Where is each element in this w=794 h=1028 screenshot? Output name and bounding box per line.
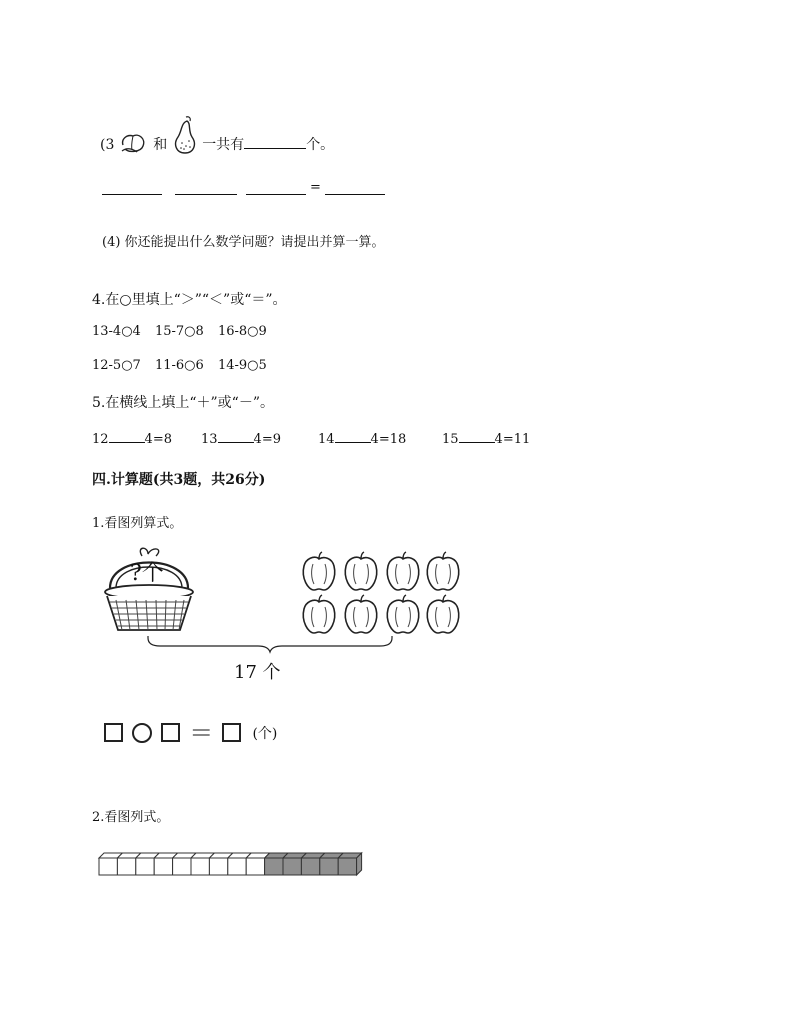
q2-title: 2.看图列式。 (92, 810, 170, 825)
q3-prefix: (3 (100, 137, 115, 153)
apple-icon (345, 552, 376, 590)
sign-item (318, 428, 406, 447)
equation-blank-1[interactable] (102, 194, 162, 195)
sign-blank[interactable] (218, 428, 254, 443)
compare-row-1 (92, 324, 267, 339)
sign-right: 4=9 (253, 432, 281, 447)
q1-title: 1.看图列算式。 (92, 516, 183, 531)
block-bar (96, 848, 368, 886)
compare-item: 13-4○4 (92, 324, 141, 339)
white-block (209, 858, 227, 875)
section-heading: 四.计算题(共3题，共26分) (92, 472, 266, 488)
sign-item (442, 428, 530, 447)
sign-right: 4=18 (370, 432, 407, 447)
white-block (154, 858, 172, 875)
apple-grid (300, 550, 464, 642)
white-block (173, 858, 191, 875)
sign-left: 15 (442, 432, 459, 447)
compare-item: 14-9○5 (217, 358, 267, 373)
total-text: 一共有 (202, 137, 245, 153)
answer-box[interactable] (104, 723, 123, 742)
white-block (99, 858, 117, 875)
equals-sign: ＝ (189, 718, 214, 747)
pear-icon (172, 115, 198, 159)
equation-blank-2[interactable] (175, 194, 237, 195)
peach-icon (119, 131, 149, 159)
compare-title: 4.在○里填上“＞”“＜”或“＝”。 (92, 292, 287, 308)
white-block (191, 858, 209, 875)
unit-text: 个。 (306, 137, 335, 153)
sign-left: 14 (318, 432, 335, 447)
and-label: 和 (153, 137, 168, 153)
apple-icon (303, 552, 334, 590)
white-block (136, 858, 154, 875)
answer-unit: (个) (252, 725, 278, 742)
answer-box[interactable] (222, 723, 241, 742)
total-label: 17 个 (234, 662, 281, 683)
white-block (246, 858, 264, 875)
q3-line (100, 123, 334, 167)
answer-blank[interactable] (244, 134, 306, 149)
sign-left: 12 (92, 432, 109, 447)
basket-label: ?个 (130, 561, 164, 586)
white-block (117, 858, 135, 875)
answer-box[interactable] (161, 723, 180, 742)
apple-icon (427, 595, 458, 633)
total-brace (146, 634, 396, 658)
compare-item: 12-5○7 (92, 358, 141, 373)
compare-item: 16-8○9 (217, 324, 267, 339)
gray-block (338, 858, 356, 875)
sign-right: 4=8 (144, 432, 172, 447)
apple-icon (427, 552, 458, 590)
sign-title: 5.在横线上填上“＋”或“－”。 (92, 395, 274, 411)
answer-boxes (104, 718, 278, 747)
gray-block (301, 858, 319, 875)
sign-right: 4=11 (494, 432, 531, 447)
white-block (228, 858, 246, 875)
sign-blank[interactable] (109, 428, 145, 443)
gray-block (283, 858, 301, 875)
sign-left: 13 (201, 432, 218, 447)
sign-item (201, 428, 281, 447)
compare-item: 15-7○8 (154, 324, 204, 339)
q4-question: (4) 你还能提出什么数学问题？请提出并算一算。 (102, 235, 385, 250)
apple-icon (387, 595, 418, 633)
equation-blank-3[interactable] (246, 194, 306, 195)
apple-icon (303, 595, 334, 633)
sign-blank[interactable] (459, 428, 495, 443)
apple-icon (387, 552, 418, 590)
sign-blank[interactable] (335, 428, 371, 443)
gray-block (265, 858, 283, 875)
equation-result-blank[interactable] (325, 194, 385, 195)
equation-equals: = (310, 180, 321, 195)
compare-item: 11-6○6 (154, 358, 204, 373)
gray-block (320, 858, 338, 875)
compare-row-2 (92, 358, 267, 373)
operator-circle[interactable] (132, 723, 152, 743)
apple-icon (345, 595, 376, 633)
sign-item (92, 428, 172, 447)
